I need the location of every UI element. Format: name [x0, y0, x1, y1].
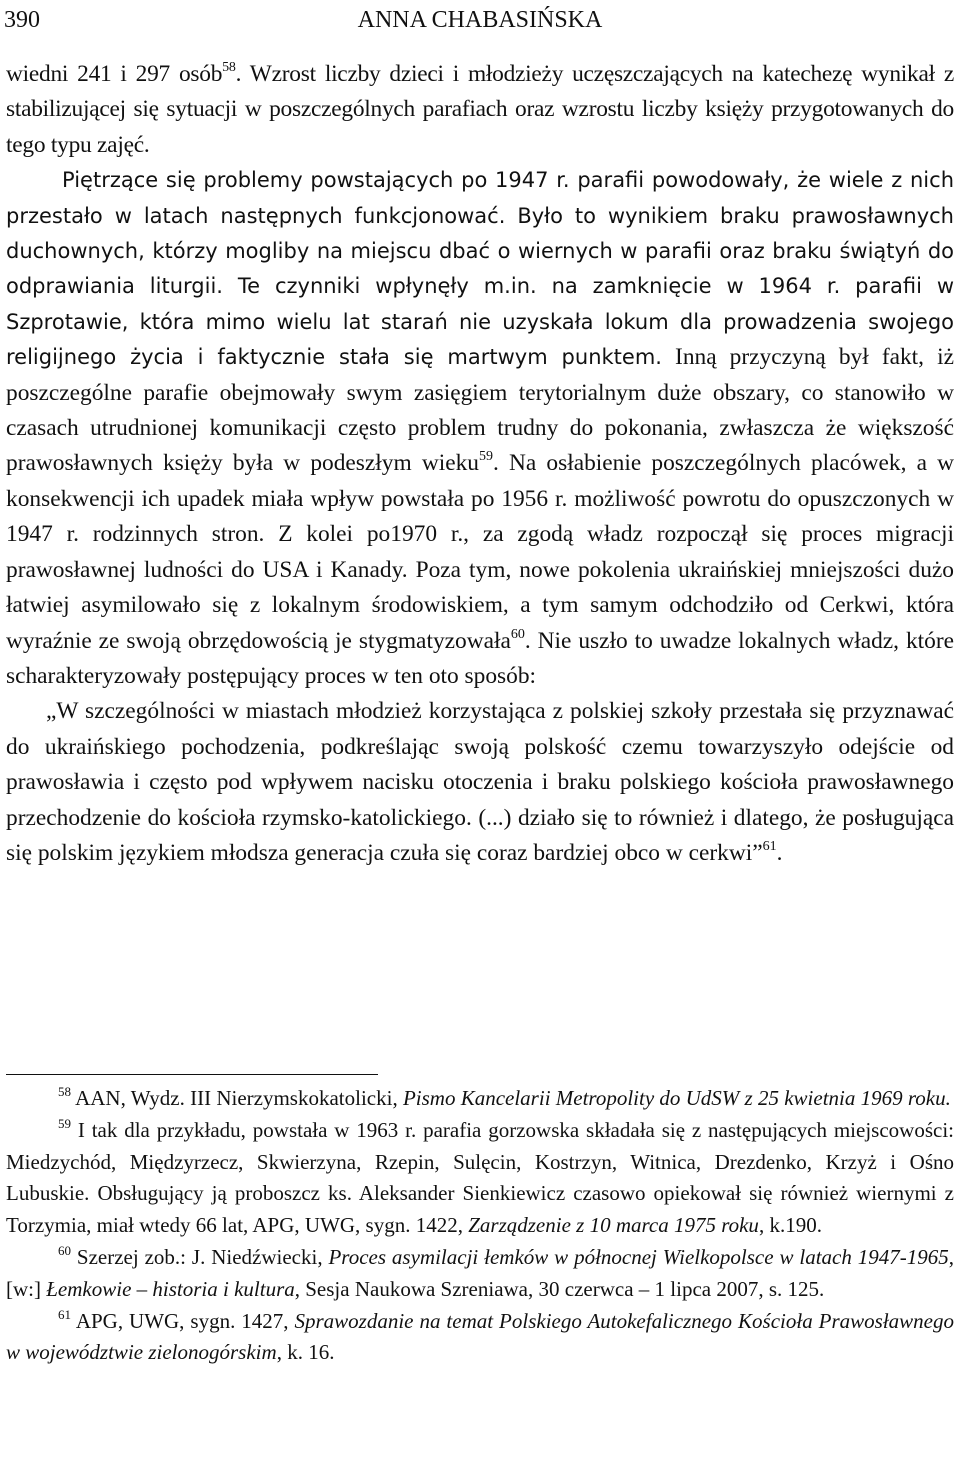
footnote-number: 58 [58, 1084, 71, 1099]
footnote-61 [6, 1306, 954, 1370]
footnote-text: Szerzej zob.: J. Niedźwiecki, [76, 1244, 329, 1269]
footnote-ref-60: 60 [510, 626, 525, 642]
quote-text: „W szczególności w miastach młodzież korzystająca z polskiej szkoły przestała się przyznawać do ukraińskiego pochodzenia, podkreślając swoją polskość czemu towarzyszyło odejście od prawosławia i często pod wpływem nacisku otoczenia i braku polskiego kościoła prawosławnego przechodzenie do kościoła rzymsko-katolickiego. (...) działo się to również i dlatego, że posługująca się polskim językiem młodsza generacja czuła się coraz bardziej obco w cerkwi” [6, 698, 954, 866]
quote-end: . [776, 839, 783, 866]
footnote-title: Zarządzenie z 10 marca 1975 roku [468, 1213, 759, 1238]
text-run: Inną przyczyną był fakt, iż poszczególne parafie obejmowały swym zasięgiem terytorialnym duże obszary, co stanowiło w czasach utrudnionej komunikacji często problem trudny do pokonania, zwłaszcza że większość prawosławnych księży była w podeszłym wieku [6, 344, 954, 477]
footnote-ref-61: 61 [762, 838, 777, 854]
footnotes [6, 1083, 954, 1369]
footnote-60 [6, 1242, 954, 1306]
footnote-58 [6, 1083, 954, 1115]
page-number: 390 [4, 7, 40, 33]
paragraph [6, 163, 954, 694]
text-run: . Na osłabienie poszczególnych placówek, a w konsekwencji ich upadek miała wpływ powstała po 1956 r. możliwość powrotu do opuszczonych w 1947 r. rodzinnych stron. Z kolei po1970 r., za zgodą władz rozpoczął się proces migracji prawosławnej ludności do USA i Kanady. Poza tym, nowe pokolenia ukraińskiej mniejszości dużo łatwiej asymilowało się z lokalnym środowiskiem, a tym samym odchodziło od Cerkwi, która wyraźnie ze swoją obrzędowością je stygmatyzowała [6, 450, 954, 654]
footnote-ref-58: 58 [222, 60, 236, 75]
footnote-tail-2: , Sesja Naukowa Szreniawa, 30 czerwca – 1 lipca 2007, s. 125. [294, 1276, 825, 1301]
footnote-text: I tak dla przykładu, powstała w 1963 r. parafia gorzowska składała się z następujących miejscowości: Miedzychód, Międzyrzecz, Skwierzyna, Rzepin, Sulęcin, Kostrzyn, Witnica, Drezdenko, Krzyż i Ośno Lubuskie. Obsługujący ją proboszcz ks. Aleksander Sienkiewicz czasowo opiekował się również wiernymi z Torzymia, miał wtedy 66 lat, APG, UWG, sygn. 1422, [6, 1117, 954, 1238]
paragraph-continuation [6, 57, 954, 163]
running-title: ANNA CHABASIŃSKA [357, 7, 603, 33]
footnote-separator [6, 1074, 378, 1075]
footnote-title-2: Łemkowie – historia i kultura [46, 1276, 295, 1301]
footnote-tail: , k.190. [758, 1213, 822, 1238]
footnote-number: 59 [58, 1115, 71, 1131]
footnote-title: Sprawozdanie na temat Polskiego Autokefalicznego Kościoła Prawosławnego w województwie zielonogórskim [6, 1308, 954, 1365]
text-run: . Wzrost liczby dzieci i młodzieży uczęszczających na katechezę wynikał z stabilizującej się sytuacji w poszczególnych parafiach oraz wzrostu liczby księży przygotowanych do tego typu zajęć. [6, 61, 954, 158]
text-run: . Nie uszło to uwadze lokalnych władz, które scharakteryzowały postępujący proces w ten oto sposób: [6, 627, 955, 689]
main-text [6, 57, 954, 871]
footnote-ref-59: 59 [479, 449, 493, 465]
footnote-number: 61 [58, 1306, 71, 1322]
footnote-text: AAN, Wydz. III Nierzymskokatolicki, [75, 1086, 403, 1110]
footnote-title: Proces asymilacji łemków w północnej Wielkopolsce w latach 1947-1965 [328, 1244, 949, 1269]
text-run: Piętrzące się problemy powstających po 1947 r. parafii powodowały, że wiele z nich przestało w latach następnych funkcjonować. Było to wynikiem braku prawosławnych duchownych, którzy mogliby na miejscu dbać o wiernych w parafii oraz braku świątyń do odprawiania liturgii. Te czynniki wpłynęły m.in. na zamknięcie w 1964 r. parafii w Szprotawie, która mimo wielu lat starań nie uzyskała lokum dla prowadzenia swojego religijnego życia i faktycznie stała się martwym punktem. [6, 168, 954, 370]
footnote-number: 60 [58, 1242, 71, 1258]
page-header [4, 4, 956, 36]
block-quote [6, 694, 954, 871]
footnote-text: APG, UWG, sygn. 1427, [75, 1308, 295, 1333]
footnote-title: Pismo Kancelarii Metropolity do UdSW z 25 kwietnia 1969 roku. [402, 1086, 951, 1110]
footnote-tail: , k. 16. [276, 1340, 335, 1365]
footnote-tail: , [w:] [6, 1244, 954, 1301]
footnote-59 [6, 1115, 954, 1242]
text-run: wiedni 241 i 297 osób [6, 61, 223, 87]
